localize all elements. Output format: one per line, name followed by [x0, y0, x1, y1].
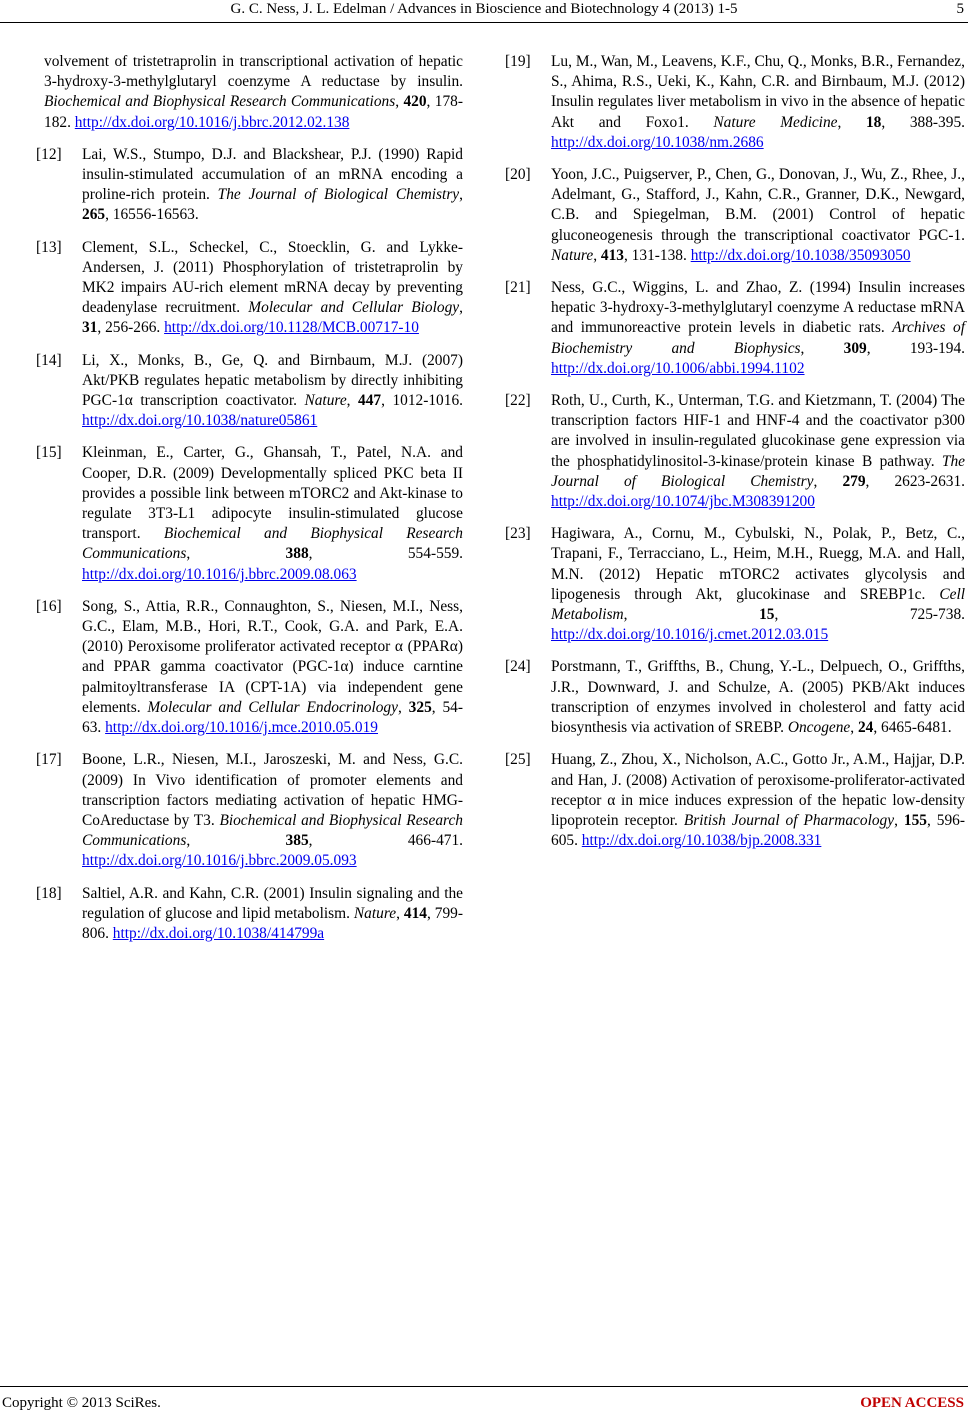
journal-volume: 18	[865, 113, 882, 131]
reference-text: Saltiel, A.R. and Kahn, C.R. (2001) Insulin signaling and the regulation of glucose and lipid metabolism.	[82, 884, 463, 922]
doi-link[interactable]: http://dx.doi.org/10.1006/abbi.1994.1102	[551, 359, 805, 377]
page-range: , 596-605.	[551, 811, 965, 850]
journal-volume: 325	[408, 698, 432, 716]
journal-volume: 388	[285, 545, 309, 563]
reference-text: Yoon, J.C., Puigserver, P., Chen, G., Donovan, J., Wu, Z., Rhee, J., Adelmant, G., Stafford, J., Kahn, C.R., Granner, D.K., Newgard, C.B. and Spiegelman, B.M. (2001) Control of hepatic gluconeogenesis through the transcriptional coactivator PGC-1.	[551, 166, 965, 244]
reference-entry: [20] Yoon, J.C., Puigserver, P., Chen, G., Donovan, J., Wu, Z., Rhee, J., Adelmant, G., Stafford, J., Kahn, C.R., Granner, D.K., Newgard, C.B. and Spiegelman, B.M. (2001) Control of hepatic gluconeogenesis through the transcriptional coactivator PGC-1. Nature, 413, 131-138. http://dx.doi.org/10.1038/35093050	[505, 166, 965, 264]
page-range: , 1012-1016.	[381, 392, 463, 410]
reference-text: Kleinman, E., Carter, G., Ghansah, T., Patel, N.A. and Cooper, D.R. (2009) Developmentally spliced PKC beta II provides a possible link between mTORC2 and Akt-kinase to regulate 3T3-L1 adipocyte insulin-stimulated glucose transport.	[82, 444, 463, 543]
reference-number: [18]	[36, 884, 62, 902]
journal-name: British Journal of Pharmacology	[683, 811, 895, 829]
reference-entry: [16] Song, S., Attia, R.R., Connaughton, S., Niesen, M.I., Ness, G.C., Elam, M.B., Hori, R.T., Cook, G.A. and Park, E.A. (2010) Peroxisome proliferator activated receptor α (PPARα) and PPAR gamma coactivator (PGC-1α) induce carntine palmitoyltransferase IA (CPT-1A) via independent gene elements. Molecular and Cellular Endocrinology, 325, 54-63. http://dx.doi.org/10.1016/j.mce.2010.05.019	[36, 597, 463, 737]
reference-text: Ness, G.C., Wiggins, L. and Zhao, Z. (1994) Insulin increases hepatic 3-hydroxy-3-methylglutaryl coenzyme A reductase mRNA and immunoreactive protein levels in diabetic rats.	[551, 279, 965, 337]
reference-text: Li, X., Monks, B., Ge, Q. and Birnbaum, M.J. (2007) Akt/PKB regulates hepatic metabolism by directly inhibiting PGC-1α transcription coactivator.	[82, 351, 463, 410]
reference-number: [22]	[505, 392, 531, 410]
journal-volume: 265	[82, 206, 106, 224]
page-number: 5	[956, 1, 964, 17]
reference-entry: [24] Porstmann, T., Griffths, B., Chung, Y.-L., Delpuech, O., Griffths, J.R., Downward, J. and Schulze, A. (2005) PKB/Akt induces transcription of enzymes involved in cholesterol and fatty acid biosynthesis via activation of SREBP. Oncogene, 24, 6465-6481.	[505, 658, 965, 737]
journal-name: Archives of Biochemistry and Biophysics	[551, 319, 965, 357]
page-range: , 466-471.	[308, 832, 463, 850]
doi-link[interactable]: http://dx.doi.org/10.1038/nature05861	[82, 412, 318, 430]
page-footer	[0, 1386, 968, 1415]
reference-entry: [18] Saltiel, A.R. and Kahn, C.R. (2001) Insulin signaling and the regulation of glucose and lipid metabolism. Nature, 414, 799-806. http://dx.doi.org/10.1038/414799a	[36, 884, 463, 942]
page-range: , 54-63.	[82, 698, 463, 737]
reference-entry: [22] Roth, U., Curth, K., Unterman, T.G. and Kietzmann, T. (2004) The transcription factors HIF-1 and HNF-4 and the coactivator p300 are involved in insulin-regulated glucokinase gene expression via the phosphatidylinositol-3-kinase/protein kinase B pathway. The Journal of Biological Chemistry, 279, 2623-2631. http://dx.doi.org/10.1074/jbc.M308391200	[505, 392, 965, 511]
journal-volume: 31	[82, 319, 98, 337]
reference-number: [21]	[505, 279, 531, 297]
doi-link[interactable]: http://dx.doi.org/10.1038/35093050	[690, 246, 911, 264]
reference-entry: [17] Boone, L.R., Niesen, M.I., Jaroszeski, M. and Ness, G.C. (2009) In Vivo identification of promoter elements and transcription factors mediating activation of hepatic HMG-CoAreductase by T3. Biochemical and Biophysical Research Communications, 385, 466-471. http://dx.doi.org/10.1016/j.bbrc.2009.05.093	[36, 751, 463, 870]
journal-name: Molecular and Cellular Biology	[248, 299, 460, 317]
doi-link[interactable]: http://dx.doi.org/10.1016/j.bbrc.2009.08.063	[82, 565, 357, 583]
reference-number: [14]	[36, 351, 62, 369]
journal-volume: 309	[843, 339, 867, 357]
journal-name: Biochemical and Biophysical Research Communications	[44, 93, 396, 111]
reference-text: Roth, U., Curth, K., Unterman, T.G. and Kietzmann, T. (2004) The transcription factors HIF-1 and HNF-4 and the coactivator p300 are involved in insulin-regulated glucokinase gene expression via the phosphatidylinositol-3-kinase/protein kinase B pathway.	[551, 392, 965, 470]
page-range: , 2623-2631.	[865, 472, 965, 490]
doi-link[interactable]: http://dx.doi.org/10.1128/MCB.00717-10	[164, 319, 419, 337]
reference-entry: [14] Li, X., Monks, B., Ge, Q. and Birnbaum, M.J. (2007) Akt/PKB regulates hepatic metabolism by directly inhibiting PGC-1α transcription coactivator. Nature, 447, 1012-1016. http://dx.doi.org/10.1038/nature05861	[36, 351, 463, 430]
reference-entry: [23] Hagiwara, A., Cornu, M., Cybulski, N., Polak, P., Betz, C., Trapani, F., Terracciano, L., Heim, M.H., Ruegg, M.A. and Hall, M.N. (2012) Hepatic mTORC2 activates glycolysis and lipogenesis through Akt, glucokinase and SREBP1c. Cell Metabolism, 15, 725-738. http://dx.doi.org/10.1016/j.cmet.2012.03.015	[505, 525, 965, 644]
page-range: , 256-266.	[97, 319, 161, 337]
reference-text: Lai, W.S., Stumpo, D.J. and Blackshear, P.J. (1990) Rapid insulin-stimulated accumulation of an mRNA encoding a proline-rich protein.	[82, 145, 463, 204]
page-range: , 131-138.	[623, 246, 687, 264]
journal-name: Nature	[551, 246, 594, 264]
doi-link[interactable]: http://dx.doi.org/10.1016/j.mce.2010.05.019	[105, 719, 378, 737]
reference-number: [15]	[36, 444, 62, 462]
journal-volume: 413	[600, 246, 624, 264]
reference-entry: [21] Ness, G.C., Wiggins, L. and Zhao, Z. (1994) Insulin increases hepatic 3-hydroxy-3-methylglutaryl coenzyme A reductase mRNA and immunoreactive protein levels in diabetic rats. Archives of Biochemistry and Biophysics, 309, 193-194. http://dx.doi.org/10.1006/abbi.1994.1102	[505, 279, 965, 377]
page-range: , 554-559.	[308, 545, 463, 563]
journal-volume: 385	[285, 832, 309, 850]
reference-text: Huang, Z., Zhou, X., Nicholson, A.C., Gotto Jr., A.M., Hajjar, D.P. and Han, J. (2008) Activation of peroxisome-proliferator-activated receptor α in mice induces expression of the hepatic low-density lipoprotein receptor.	[551, 751, 965, 829]
reference-text: Hagiwara, A., Cornu, M., Cybulski, N., Polak, P., Betz, C., Trapani, F., Terracciano, L., Heim, M.H., Ruegg, M.A. and Hall, M.N. (2012) Hepatic mTORC2 activates glycolysis and lipogenesis through Akt, glucokinase and SREBP1c.	[551, 525, 965, 603]
journal-volume: 420	[403, 93, 427, 111]
journal-volume: 414	[403, 904, 427, 922]
left-column	[36, 52, 463, 956]
doi-link[interactable]: http://dx.doi.org/10.1016/j.bbrc.2012.02.138	[74, 113, 350, 131]
right-column	[505, 52, 965, 863]
header-title: G. C. Ness, J. L. Edelman / Advances in Bioscience and Biotechnology 4 (2013) 1-5	[230, 1, 738, 17]
journal-volume: 447	[358, 392, 382, 410]
doi-link[interactable]: http://dx.doi.org/10.1038/414799a	[112, 924, 325, 942]
journal-name: The Journal of Biological Chemistry	[217, 186, 460, 204]
running-header	[0, 0, 968, 23]
doi-link[interactable]: http://dx.doi.org/10.1038/nm.2686	[551, 133, 764, 151]
journal-name: Molecular and Cellular Endocrinology	[147, 698, 398, 716]
reference-number: [13]	[36, 238, 62, 256]
reference-number: [25]	[505, 751, 531, 769]
reference-entry: [25] Huang, Z., Zhou, X., Nicholson, A.C., Gotto Jr., A.M., Hajjar, D.P. and Han, J. (2008) Activation of peroxisome-proliferator-activated receptor α in mice induces expression of the hepatic low-density lipoprotein receptor. British Journal of Pharmacology, 155, 596-605. http://dx.doi.org/10.1038/bjp.2008.331	[505, 751, 965, 850]
journal-volume: 279	[842, 472, 866, 490]
reference-entry: volvement of tristetraprolin in transcriptional activation of hepatic 3-hydroxy-3-methylglutaryl coenzyme A reductase by insulin. Biochemical and Biophysical Research Communications, 420, 178-182. http://dx.doi.org/10.1016/j.bbrc.2012.02.138	[44, 53, 463, 131]
reference-text: Song, S., Attia, R.R., Connaughton, S., Niesen, M.I., Ness, G.C., Elam, M.B., Hori, R.T., Cook, G.A. and Park, E.A. (2010) Peroxisome proliferator activated receptor α (PPARα) and PPAR gamma coactivator (PGC-1α) induce carntine palmitoyltransferase IA (CPT-1A) via independent gene elements.	[82, 597, 463, 716]
reference-entry: [13] Clement, S.L., Scheckel, C., Stoecklin, G. and Lykke-Andersen, J. (2011) Phosphorylation of tristetraprolin by MK2 impairs AU-rich element mRNA decay by preventing deadenylase recruitment. Molecular and Cellular Biology, 31, 256-266. http://dx.doi.org/10.1128/MCB.00717-10	[36, 238, 463, 337]
journal-volume: 15	[759, 606, 775, 624]
reference-number: [12]	[36, 145, 62, 163]
doi-link[interactable]: http://dx.doi.org/10.1074/jbc.M308391200	[551, 493, 815, 511]
reference-text: Boone, L.R., Niesen, M.I., Jaroszeski, M. and Ness, G.C. (2009) In Vivo identification of promoter elements and transcription factors mediating activation of hepatic HMG-CoAreductase by T3.	[82, 751, 463, 829]
journal-name: Biochemical and Biophysical Research Communications	[82, 525, 463, 563]
reference-number: [20]	[505, 166, 531, 184]
reference-text: Clement, S.L., Scheckel, C., Stoecklin, G. and Lykke-Andersen, J. (2011) Phosphorylation of tristetraprolin by MK2 impairs AU-rich element mRNA decay by preventing deadenylase recruitment.	[82, 238, 463, 317]
open-access-label: OPEN ACCESS	[860, 1395, 964, 1411]
doi-link[interactable]: http://dx.doi.org/10.1016/j.cmet.2012.03.015	[551, 626, 829, 644]
doi-link[interactable]: http://dx.doi.org/10.1038/bjp.2008.331	[581, 832, 822, 850]
page-range: , 16556-16563.	[105, 206, 199, 224]
reference-number: [19]	[505, 53, 531, 70]
journal-name: Nature	[353, 904, 397, 922]
journal-volume: 24	[857, 719, 874, 737]
reference-text: Lu, M., Wan, M., Leavens, K.F., Chu, Q., Monks, B.R., Fernandez, S., Ahima, R.S., Ueki, K., Kahn, C.R. and Birnbaum, M.J. (2012) Insulin regulates liver metabolism in vivo in the absence of hepatic Akt and Foxo1.	[551, 53, 965, 131]
journal-volume: 155	[903, 811, 927, 829]
reference-number: [17]	[36, 751, 62, 769]
page-range: , 6465-6481.	[873, 719, 952, 737]
journal-name: Biochemical and Biophysical Research Communications	[82, 811, 463, 850]
journal-name: Cell Metabolism	[551, 585, 965, 624]
page-range: , 388-395.	[881, 113, 965, 131]
reference-number: [23]	[505, 525, 531, 543]
journal-name: The Journal of Biological Chemistry	[551, 452, 965, 490]
reference-text: Porstmann, T., Griffths, B., Chung, Y.-L., Delpuech, O., Griffths, J.R., Downward, J. and Schulze, A. (2005) PKB/Akt induces transcription of enzymes involved in cholesterol and fatty acid biosynthesis via activation of SREBP.	[551, 658, 965, 737]
page-range: , 193-194.	[866, 339, 965, 357]
reference-number: [24]	[505, 658, 531, 676]
page-range: , 178-182.	[44, 93, 463, 131]
journal-name: Nature	[304, 392, 347, 410]
reference-entry: [15] Kleinman, E., Carter, G., Ghansah, T., Patel, N.A. and Cooper, D.R. (2009) Developmentally spliced PKC beta II provides a possible link between mTORC2 and Akt-kinase to regulate 3T3-L1 adipocyte insulin-stimulated glucose transport. Biochemical and Biophysical Research Communications, 388, 554-559. http://dx.doi.org/10.1016/j.bbrc.2009.08.063	[36, 444, 463, 583]
page-range: , 725-738.	[774, 606, 965, 624]
journal-name: Oncogene	[787, 719, 851, 737]
reference-entry: [19] Lu, M., Wan, M., Leavens, K.F., Chu, Q., Monks, B.R., Fernandez, S., Ahima, R.S., Ueki, K., Kahn, C.R. and Birnbaum, M.J. (2012) Insulin regulates liver metabolism in vivo in the absence of hepatic Akt and Foxo1. Nature Medicine, 18, 388-395. http://dx.doi.org/10.1038/nm.2686	[505, 53, 965, 151]
doi-link[interactable]: http://dx.doi.org/10.1016/j.bbrc.2009.05.093	[82, 852, 357, 870]
copyright-notice: Copyright © 2013 SciRes.	[2, 1395, 161, 1411]
journal-name: Nature Medicine	[713, 113, 838, 131]
page-range: , 799-806.	[82, 904, 463, 942]
reference-entry: [12] Lai, W.S., Stumpo, D.J. and Blackshear, P.J. (1990) Rapid insulin-stimulated accumulation of an mRNA encoding a proline-rich protein. The Journal of Biological Chemistry, 265, 16556-16563.	[36, 145, 463, 224]
reference-number: [16]	[36, 597, 62, 615]
reference-text: volvement of tristetraprolin in transcriptional activation of hepatic 3-hydroxy-3-methylglutaryl coenzyme A reductase by insulin.	[44, 53, 463, 91]
